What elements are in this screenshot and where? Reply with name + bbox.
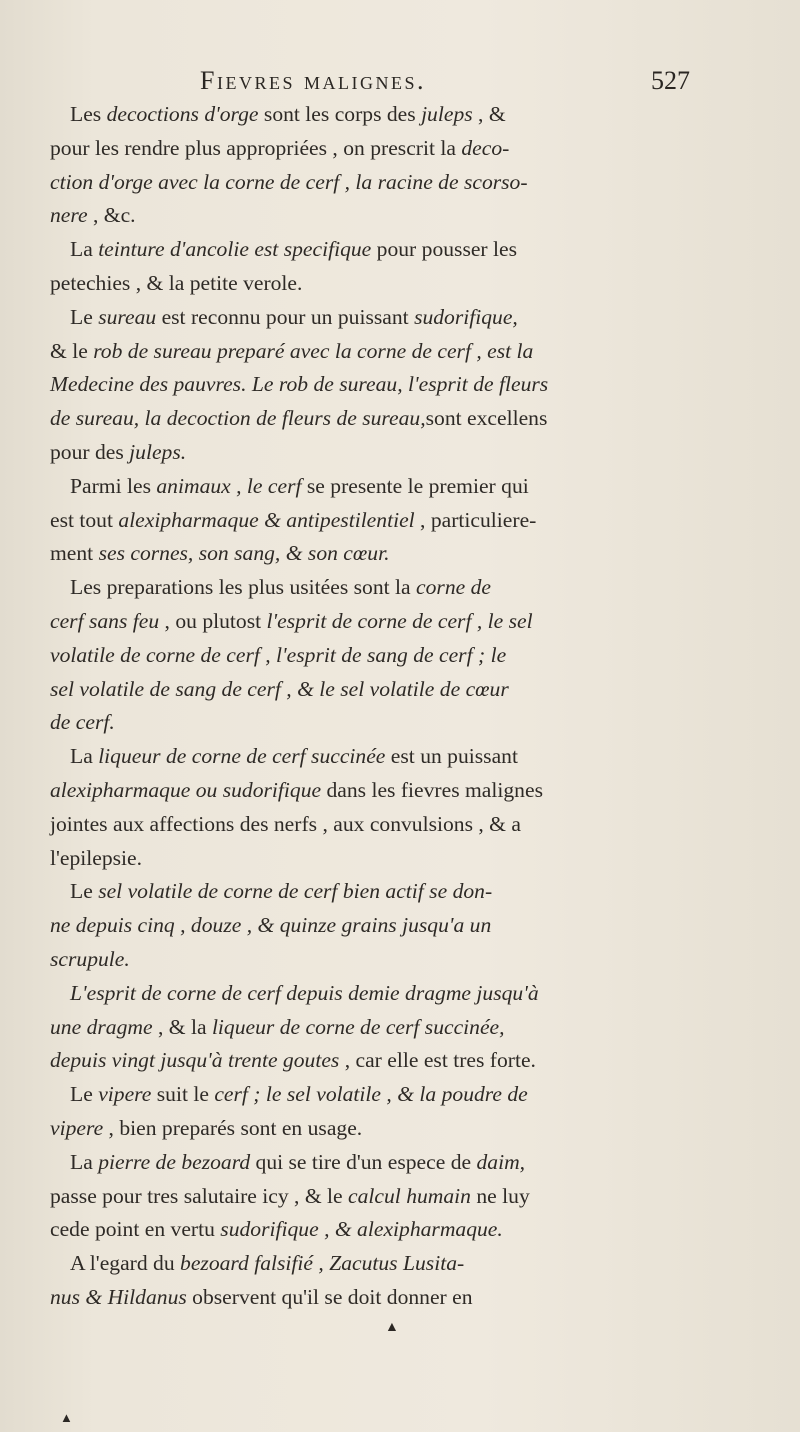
text: dans les fievres malignes	[321, 777, 543, 802]
text: Parmi les	[70, 473, 157, 498]
text: , &c.	[87, 203, 136, 228]
page-header	[170, 66, 710, 100]
text-line	[50, 1044, 740, 1078]
text: La	[70, 1149, 99, 1174]
italic-text: deco-	[461, 135, 510, 160]
italic-text: de cerf.	[50, 710, 115, 735]
text-line	[50, 301, 740, 335]
text-line	[50, 605, 740, 639]
running-title: Fievres malignes.	[200, 66, 426, 95]
italic-text: Medecine des pauvres. Le rob de sureau, l'esprit de fleurs	[50, 372, 549, 397]
text-line	[50, 1281, 740, 1315]
italic-text: bezoard falsifié , Zacutus Lusita-	[180, 1251, 465, 1276]
italic-text: animaux , le cerf	[156, 473, 302, 498]
text: La	[70, 744, 99, 769]
italic-text: sel volatile de corne de cerf bien actif se don-	[98, 879, 493, 904]
text-line	[50, 774, 740, 808]
italic-text: cerf sans feu	[50, 608, 160, 633]
text-line	[50, 1011, 740, 1045]
italic-text: scrupule.	[50, 946, 130, 971]
text: sont les corps des	[258, 102, 422, 126]
text-line	[50, 132, 740, 166]
italic-text: calcul humain	[348, 1183, 471, 1208]
text: observent qu'il se doit donner en	[186, 1284, 473, 1309]
text: , &	[472, 102, 506, 126]
text: l'epilepsie.	[50, 845, 143, 870]
text-line	[50, 1180, 740, 1214]
text: Le	[70, 879, 99, 904]
text: Les preparations les plus usitées sont la	[70, 575, 417, 600]
italic-text: liqueur de corne de cerf succinée,	[211, 1014, 505, 1039]
text: se presente le premier qui	[301, 473, 529, 498]
text-line	[50, 808, 740, 842]
body-text	[50, 98, 740, 1315]
italic-text: nus & Hildanus	[50, 1284, 187, 1309]
text-line	[50, 842, 740, 876]
italic-text: sureau	[98, 304, 157, 329]
text: jointes aux affections des nerfs , aux convulsions , & a	[50, 811, 521, 836]
text-line	[50, 166, 740, 200]
text: , car elle est tres forte.	[339, 1048, 536, 1073]
italic-text: alexipharmaque ou sudorifique	[50, 777, 322, 802]
text: est un puissant	[385, 744, 518, 769]
italic-text: cerf ; le sel volatile , & la poudre de	[214, 1082, 528, 1107]
text: est tout	[50, 507, 119, 532]
text-line	[50, 233, 740, 267]
text: ment	[50, 541, 99, 566]
text: , & la	[152, 1014, 212, 1039]
text-line	[50, 1078, 740, 1112]
text: pour les rendre plus appropriées , on prescrit la	[50, 135, 462, 160]
text-line	[50, 267, 740, 301]
text-line	[50, 909, 740, 943]
text-line	[50, 199, 740, 233]
text: Le	[70, 304, 99, 329]
ink-blot: ▲	[385, 1320, 399, 1335]
text-line	[50, 740, 740, 774]
text-line	[50, 639, 740, 673]
text: , bien preparés sont en usage.	[103, 1115, 363, 1140]
italic-text: rob de sureau preparé avec la corne de cerf , est la	[93, 338, 534, 363]
text-line	[50, 673, 740, 707]
italic-text: corne de	[416, 575, 491, 600]
italic-text: L'esprit de corne de cerf depuis demie dragme jusqu'à	[70, 980, 539, 1005]
text-line	[50, 977, 740, 1011]
text: ne luy	[470, 1183, 530, 1208]
text-line	[50, 335, 740, 369]
text-line	[50, 571, 740, 605]
italic-text: pierre de bezoard	[98, 1149, 251, 1174]
ink-blot: ▲	[60, 1410, 73, 1425]
text: cede point en vertu	[50, 1217, 221, 1242]
text: La	[70, 237, 99, 262]
text: petechies , & la petite verole.	[50, 270, 303, 295]
italic-text: alexipharmaque & antipestilentiel	[118, 507, 415, 532]
text: suit le	[151, 1082, 215, 1107]
text: pour pousser les	[371, 237, 518, 262]
italic-text: de sureau, la decoction de fleurs de sureau,	[50, 406, 426, 431]
italic-text: ses cornes, son sang, & son cœur.	[98, 541, 390, 566]
italic-text: juleps	[421, 102, 473, 126]
text: sont excellens	[425, 406, 548, 431]
text: , ou plutost	[159, 608, 267, 633]
italic-text: teinture d'ancolie est specifique	[98, 237, 372, 262]
italic-text: decoctions d'orge	[106, 102, 259, 126]
text: Le	[70, 1082, 99, 1107]
text-line	[50, 537, 740, 571]
italic-text: sudorifique,	[414, 304, 518, 329]
text: est reconnu pour un puissant	[156, 304, 415, 329]
italic-text: vipere	[50, 1115, 104, 1140]
text-line	[50, 943, 740, 977]
italic-text: vipere	[98, 1082, 152, 1107]
text: A l'egard du	[70, 1251, 181, 1276]
italic-text: daim,	[476, 1149, 526, 1174]
text-line	[50, 1112, 740, 1146]
italic-text: juleps.	[129, 439, 187, 464]
text-line	[50, 368, 740, 402]
italic-text: volatile de corne de cerf , l'esprit de sang de cerf ; le	[50, 642, 507, 667]
text-line	[50, 98, 740, 132]
text: Les	[70, 102, 107, 126]
italic-text: liqueur de corne de cerf succinée	[98, 744, 386, 769]
text-line	[50, 706, 740, 740]
italic-text: ction d'orge avec la corne de cerf , la racine de scorso-	[50, 169, 528, 194]
text-line	[50, 504, 740, 538]
italic-text: depuis vingt jusqu'à trente goutes	[50, 1048, 340, 1073]
italic-text: ne depuis cinq , douze , & quinze grains jusqu'a un	[50, 913, 492, 938]
page-number: 527	[651, 66, 690, 95]
text-line	[50, 470, 740, 504]
text: , particuliere-	[414, 507, 537, 532]
text-line	[50, 875, 740, 909]
italic-text: une dragme	[50, 1014, 153, 1039]
text: passe pour tres salutaire icy , & le	[50, 1183, 349, 1208]
text: pour des	[50, 439, 130, 464]
text-line	[50, 436, 740, 470]
text-line	[50, 1213, 740, 1247]
text-line	[50, 1146, 740, 1180]
text: qui se tire d'un espece de	[250, 1149, 477, 1174]
italic-text: l'esprit de corne de cerf , le sel	[266, 608, 533, 633]
italic-text: sel volatile de sang de cerf , & le sel volatile de cœur	[50, 676, 509, 701]
text-line	[50, 1247, 740, 1281]
text: & le	[50, 338, 94, 363]
text-line	[50, 402, 740, 436]
italic-text: sudorifique , & alexipharmaque.	[220, 1217, 503, 1242]
italic-text: nere	[50, 203, 88, 228]
